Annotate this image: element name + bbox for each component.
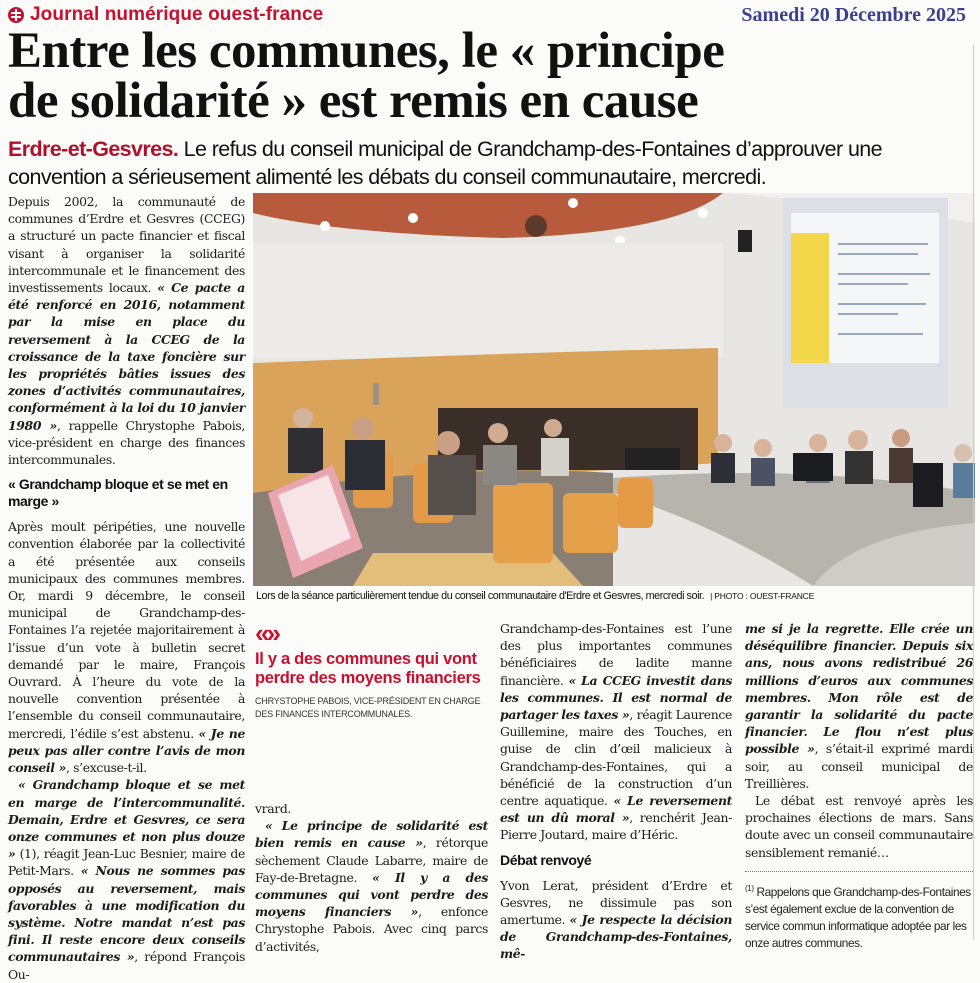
paragraph: [500, 620, 732, 844]
paragraph: [500, 877, 732, 963]
quote: me si je la regrette. Elle crée un déséquilibre financier. Depuis six ans, nous avons redistribué 26 millions d’euros aux communes membres. Mon rôle est de garantir la solidarité du pacte financier. Le flou n’est plus possible »: [745, 621, 973, 757]
quote: « La CCEG investit dans les communes. Il est normal de partager les taxes »: [500, 672, 732, 723]
text: , répond François Ou-: [8, 949, 245, 982]
text: , s’excuse-t-il.: [66, 760, 147, 776]
quote: « Je ne peux pas aller contre l’avis de mon conseil »: [8, 725, 245, 776]
paragraph: [8, 193, 245, 468]
article-column-1: [8, 193, 245, 983]
paragraph: [745, 620, 973, 792]
quote: « Il y a des communes qui vont perdre des moyens financiers »: [255, 869, 488, 920]
quote: « Grandchamp bloque et se met en marge de l’intercommunalité. Demain, Erdre et Gesvres, ce sera onze communes et non plus douze »: [8, 777, 245, 862]
council-meeting-photo: [253, 193, 975, 586]
text: Grandchamp-des-Fontaines est l’une des plus importantes communes bénéficiaires de ladite manne financière.: [500, 621, 732, 688]
text: Yvon Lerat, président d’Erdre et Gesvres, ne dissimule pas son amertume.: [500, 877, 732, 928]
paragraph: [8, 518, 245, 776]
subheading: Débat renvoyé: [500, 851, 592, 868]
text: , rappelle Chrystophe Pabois, vice-président en charge des finances intercommunales.: [8, 417, 245, 468]
publication-date: Samedi 20 Décembre 2025: [741, 4, 966, 26]
pull-quote: [255, 618, 487, 721]
photo-caption: [256, 590, 976, 602]
lead-text: Le refus du conseil municipal de Grandchamp-des-Fontaines d’approuver une convention a sérieusement alimenté les débats du conseil communautaire, mercredi.: [8, 137, 883, 189]
article-photo: [253, 193, 975, 586]
caption-text: Lors de la séance particulièrement tendue du conseil communautaire d'Erdre et Gesvres, mercredi soir.: [256, 590, 705, 602]
headline-line-1: Entre les communes, le « principe: [8, 23, 725, 79]
text: , réagit Laurence Guillemine, maire des Touches, en guise de clin d’œil malicieux à Grandchamp-des-Fontaines, qui a bénéficié de la construction d’un centre aquatique.: [500, 707, 732, 809]
paragraph: [8, 776, 245, 982]
paragraph: [255, 817, 488, 955]
paragraph: Le débat est renvoyé après les prochaines élections de mars. Sans doute avec un conseil communautaire sensiblement remanié…: [745, 793, 973, 860]
quote: « Ce pacte a été renforcé en 2016, notamment par la mise en place du reversement à la CCEG de la croissance de la taxe foncière sur les propriétés bâties issues des zones d’activités communautaires, conformément à la loi du 10 janvier 1980 »: [8, 280, 245, 433]
quote: « Le reversement est un dû moral »: [500, 793, 732, 826]
footnote-text: Rappelons que Grandchamp-des-Fontaines s’est également exclue de la convention de service commun informatique adoptée par les onze autres communes.: [745, 884, 971, 950]
brand-name: Journal numérique ouest-france: [30, 4, 324, 25]
text: Depuis 2002, la communauté de communes d’Erdre et Gesvres (CCEG) a structuré un pacte financier et fiscal visant à organiser la solidarité intercommunale et le financement des investissements locaux.: [8, 194, 245, 296]
pull-quote-author: CHRYSTOPHE PABOIS, VICE-PRÉSIDENT EN CHARGE DES FINANCES INTERCOMMUNALES.: [255, 696, 481, 719]
footnote-divider: [745, 871, 973, 872]
photo-credit: | PHOTO : OUEST-FRANCE: [710, 591, 815, 601]
article-lead: [8, 135, 976, 191]
quote-marks-icon: «»: [255, 618, 278, 648]
page-edge-divider: [973, 45, 974, 940]
footnote: [745, 880, 973, 952]
quote: « Je respecte la décision de Grandchamp-des-Fontaines, mê-: [500, 912, 733, 962]
location-tag: Erdre-et-Gesvres.: [8, 137, 179, 161]
text: , enfonce Chrystophe Pabois. Avec cinq parcs d’activités,: [255, 904, 489, 954]
text: , renchérit Jean-Pierre Joutard, maire d’Héric.: [500, 810, 732, 843]
quote: « Nous ne sommes pas opposés au reversement, mais favorables à une modification du système. Notre mandat n’est pas fini. Il reste encore deux conseils communautaires »: [8, 863, 245, 965]
quote: « Le principe de solidarité est bien remis en cause »: [255, 818, 488, 851]
subheading: « Grandchamp bloque et se met en marge »: [8, 476, 228, 510]
article-column-2: [255, 800, 488, 955]
article-headline: [8, 23, 978, 129]
text: (1), réagit Jean-Luc Besnier, maire de Petit-Mars.: [8, 846, 245, 879]
text: , s’était-il exprimé mardi soir, au conseil municipal de Treillières.: [745, 741, 973, 791]
text: , rétorque sèchement Claude Labarre, maire de Fay-de-Bretagne.: [255, 835, 488, 885]
article-column-3: [500, 620, 732, 963]
headline-line-2: de solidarité » est remis en cause: [8, 73, 699, 129]
article-column-4: [745, 620, 973, 952]
paragraph: vrard.: [255, 801, 292, 816]
ouest-france-logo-icon: [8, 7, 24, 23]
pull-quote-text: Il y a des communes qui vont perdre des moyens financiers: [255, 650, 481, 687]
footnote-mark: (1): [745, 883, 754, 893]
text: Après moult péripéties, une nouvelle convention élaborée par la collectivité a été présentée aux conseils municipaux des communes membres. Or, mardi 9 décembre, le conseil municipal de Grandchamp-des-Fontaines l’a rejetée majoritairement à l’issue d’un vote à bulletin secret demandé par le maire, François Ouvrard. À l’heure du vote de la nouvelle convention présentée à l’ensemble du conseil communautaire, mercredi, l’édile s’est abstenu.: [8, 519, 245, 741]
